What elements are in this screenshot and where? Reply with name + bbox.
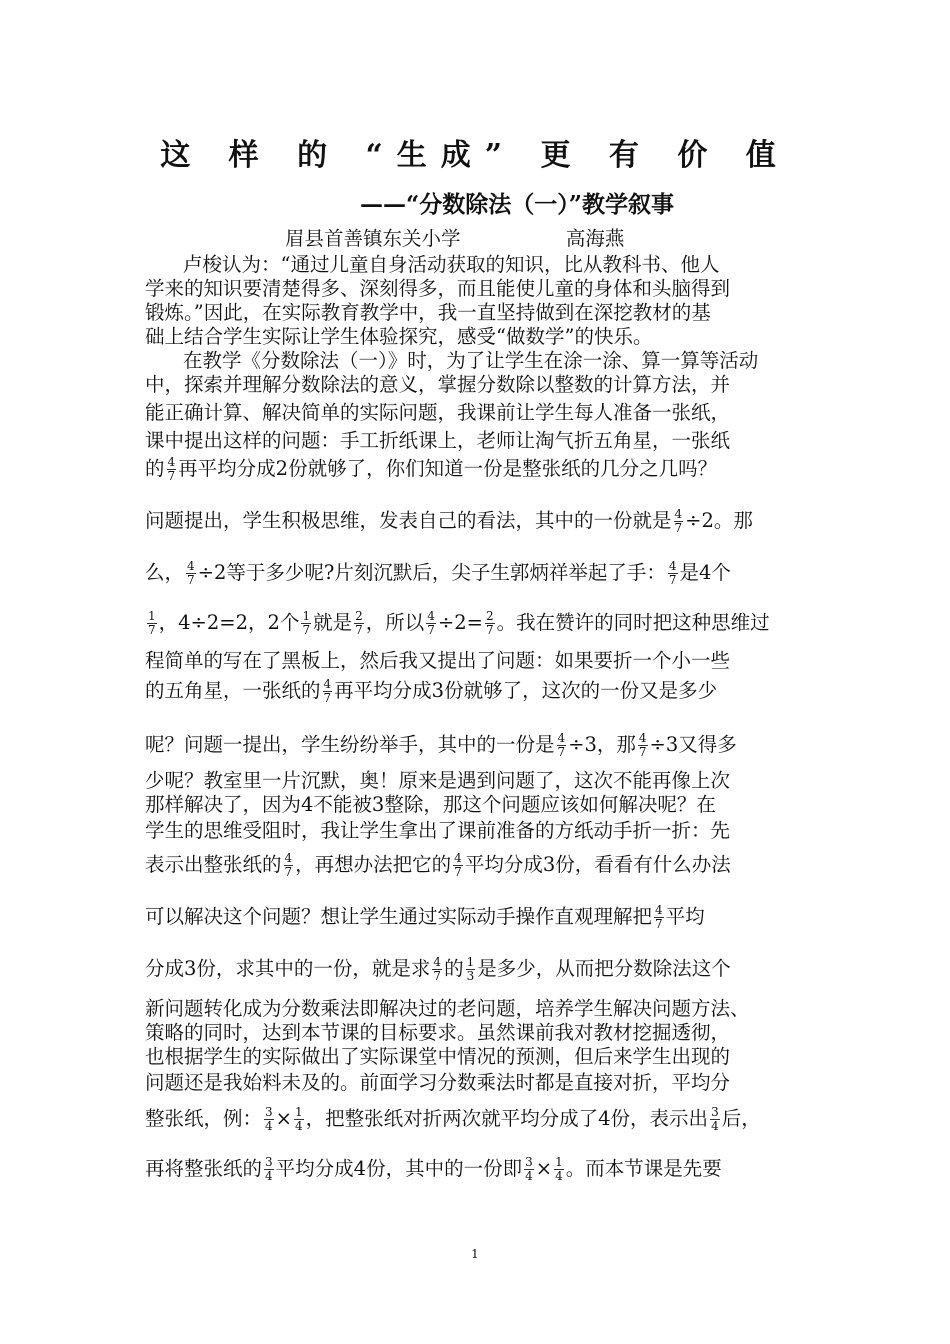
denominator: 7 — [167, 469, 176, 483]
text-line: 学生的思维受阻时，我让学生拿出了课前准备的方纸动手折一折：先 — [145, 819, 731, 842]
fraction — [323, 678, 333, 705]
fraction — [654, 904, 664, 931]
numerator: 4 — [454, 851, 462, 865]
text-line — [145, 508, 753, 535]
numerator: 4 — [557, 731, 566, 745]
text-line — [145, 1156, 722, 1183]
text-line: 少呢？教室里一片沉默，奥！原来是遇到问题了，这次不能再像上次 — [145, 769, 731, 792]
denominator: 7 — [674, 521, 683, 535]
text-line: 卢梭认为：“通过儿童自身活动获取的知识，比从教科书、他人 — [183, 253, 720, 276]
author-line: 眉县首善镇东关小学 高海燕 — [285, 227, 625, 250]
fraction — [147, 610, 157, 637]
fraction — [554, 1156, 564, 1183]
numerator: 4 — [167, 455, 176, 469]
text-run: 的 — [444, 957, 464, 980]
denominator: 4 — [295, 1119, 303, 1133]
page-subtitle: ——“分数除法（一）”教学叙事 — [360, 191, 674, 218]
fraction — [466, 956, 476, 983]
denominator: 7 — [668, 573, 677, 587]
fraction — [264, 1156, 274, 1183]
numerator: 4 — [187, 559, 195, 573]
numerator: 4 — [427, 609, 435, 623]
numerator: 4 — [674, 507, 683, 521]
numerator: 4 — [284, 851, 293, 865]
numerator: 1 — [302, 609, 311, 623]
text-run: 再平均分成3份就够了，这次的一份又是多少 — [334, 679, 718, 702]
numerator: 4 — [668, 559, 677, 573]
fraction — [301, 610, 311, 637]
text-run: 再平均分成2份就够了，你们知道一份是整张纸的几分之几吗？ — [178, 457, 718, 480]
numerator: 1 — [295, 1105, 303, 1119]
text-run: 可以解决这个问题？想让学生通过实际动手操作直观理解把 — [145, 905, 653, 928]
fraction — [557, 732, 567, 759]
denominator: 3 — [466, 969, 475, 983]
denominator: 4 — [525, 1169, 533, 1183]
text-line — [145, 904, 705, 931]
numerator: 3 — [525, 1155, 533, 1169]
text-run: ÷2等于多少呢?片刻沉默后，尖子生郭炳祥举起了手： — [197, 561, 666, 584]
fraction — [426, 610, 436, 637]
fraction — [668, 560, 678, 587]
numerator: 3 — [711, 1105, 719, 1119]
numerator: 4 — [638, 731, 647, 745]
numerator: 3 — [265, 1105, 273, 1119]
text-run: ÷2= — [437, 611, 483, 634]
numerator: 4 — [433, 955, 442, 969]
text-run: 是多少，从而把分数除法这个 — [477, 957, 731, 980]
text-line: 学来的知识要清楚得多、深刻得多，而且能使儿童的身体和头脑得到 — [145, 277, 731, 300]
denominator: 7 — [284, 865, 293, 879]
text-run: 再将整张纸的 — [145, 1157, 263, 1180]
text-run: 平均 — [665, 905, 705, 928]
numerator: 1 — [148, 609, 156, 623]
page-number: 1 — [471, 1247, 479, 1261]
fraction — [432, 956, 442, 983]
text-run: 平均分成3份，看看有什么办法 — [464, 853, 731, 876]
numerator: 1 — [466, 955, 475, 969]
text-run: ，所以 — [365, 611, 425, 634]
fraction — [453, 852, 463, 879]
fraction — [186, 560, 196, 587]
page-title: 这 样 的 “生成” 更 有 价 值 — [160, 138, 790, 173]
text-line — [145, 560, 731, 587]
text-run: 表示出整张纸的 — [145, 853, 282, 876]
denominator: 4 — [711, 1119, 719, 1133]
text-line: 础上结合学生实际让学生体验探究，感受“做数学”的快乐。 — [145, 325, 653, 348]
denominator: 7 — [355, 623, 363, 637]
text-line — [145, 852, 731, 879]
text-line: 新问题转化成为分数乘法即解决过的老问题，培养学生解决问题方法、 — [145, 997, 750, 1020]
text-run: 的 — [145, 457, 165, 480]
fraction — [167, 456, 177, 483]
text-run: 问题提出，学生积极思维，发表自己的看法，其中的一份就是 — [145, 509, 672, 532]
text-line: 问题还是我始料未及的。前面学习分数乘法时都是直接对折，平均分 — [145, 1071, 731, 1094]
denominator: 7 — [187, 573, 195, 587]
numerator: 4 — [323, 677, 332, 691]
denominator: 7 — [557, 745, 566, 759]
denominator: 7 — [655, 917, 663, 931]
denominator: 7 — [148, 623, 156, 637]
text-line: 中，探索并理解分数除法的意义，掌握分数除以整数的计算方法，并 — [145, 373, 731, 396]
fraction — [524, 1156, 534, 1183]
text-line: 程简单的写在了黑板上，然后我又提出了问题：如果要折一个小一些 — [145, 649, 731, 672]
denominator: 7 — [427, 623, 435, 637]
numerator: 2 — [486, 609, 494, 623]
text-run: 。我在赞许的同时把这种思维过 — [496, 611, 770, 634]
denominator: 7 — [302, 623, 311, 637]
text-run: ÷3，那 — [568, 733, 636, 756]
text-run: 整张纸，例： — [145, 1107, 263, 1130]
text-line — [145, 732, 737, 759]
text-run: ，4÷2=2，2个 — [158, 611, 300, 634]
fraction — [638, 732, 648, 759]
fraction — [485, 610, 495, 637]
text-line: 能正确计算、解决简单的实际问题，我课前让学生每人准备一张纸， — [145, 401, 731, 424]
text-line: 那样解决了，因为4不能被3整除，那这个问题应该如何解决呢？在 — [145, 793, 716, 816]
denominator: 4 — [265, 1169, 273, 1183]
denominator: 7 — [638, 745, 647, 759]
fraction — [284, 852, 294, 879]
text-run: 分成3份，求其中的一份，就是求 — [145, 957, 431, 980]
text-line: 也根据学生的实际做出了实际课堂中情况的预测，但后来学生出现的 — [145, 1045, 731, 1068]
fraction — [264, 1106, 274, 1133]
times-sign: × — [275, 1107, 292, 1130]
denominator: 7 — [486, 623, 494, 637]
denominator: 7 — [454, 865, 462, 879]
denominator: 7 — [323, 691, 332, 705]
text-line: 策略的同时，达到本节课的目标要求。虽然课前我对教材挖掘透彻， — [145, 1021, 731, 1044]
fraction — [674, 508, 684, 535]
text-line: 课中提出这样的问题：手工折纸课上，老师让淘气折五角星，一张纸 — [145, 429, 731, 452]
text-run: 呢？问题一提出，学生纷纷举手，其中的一份是 — [145, 733, 555, 756]
text-run: 是4个 — [679, 561, 731, 584]
text-run: ，把整张纸对折两次就平均分成了4份，表示出 — [305, 1107, 709, 1130]
text-run: 平均分成4份，其中的一份即 — [275, 1157, 523, 1180]
text-run: 么， — [145, 561, 185, 584]
text-run: ÷3又得多 — [649, 733, 737, 756]
denominator: 7 — [433, 969, 442, 983]
fraction — [710, 1106, 720, 1133]
numerator: 2 — [355, 609, 363, 623]
text-line — [145, 956, 731, 983]
text-run: ÷2。那 — [685, 509, 753, 532]
text-line — [145, 456, 717, 483]
text-run: ，再想办法把它的 — [295, 853, 452, 876]
text-run: 就是 — [313, 611, 353, 634]
numerator: 4 — [655, 903, 663, 917]
text-run: 后， — [721, 1107, 761, 1130]
fraction — [294, 1106, 304, 1133]
denominator: 4 — [555, 1169, 563, 1183]
text-line — [145, 678, 717, 705]
text-run: 的五角星，一张纸的 — [145, 679, 321, 702]
text-line — [145, 610, 770, 637]
text-line: 锻炼。”因此，在实际教育教学中，我一直坚持做到在深挖教材的基 — [145, 301, 711, 324]
fraction — [354, 610, 364, 637]
numerator: 3 — [265, 1155, 273, 1169]
times-sign: × — [535, 1157, 553, 1180]
denominator: 4 — [265, 1119, 273, 1133]
text-run: 。而本节课是先要 — [565, 1157, 722, 1180]
numerator: 1 — [555, 1155, 563, 1169]
text-line: 在教学《分数除法（一）》时，为了让学生在涂一涂、算一算等活动 — [183, 349, 759, 372]
text-line — [145, 1106, 761, 1133]
